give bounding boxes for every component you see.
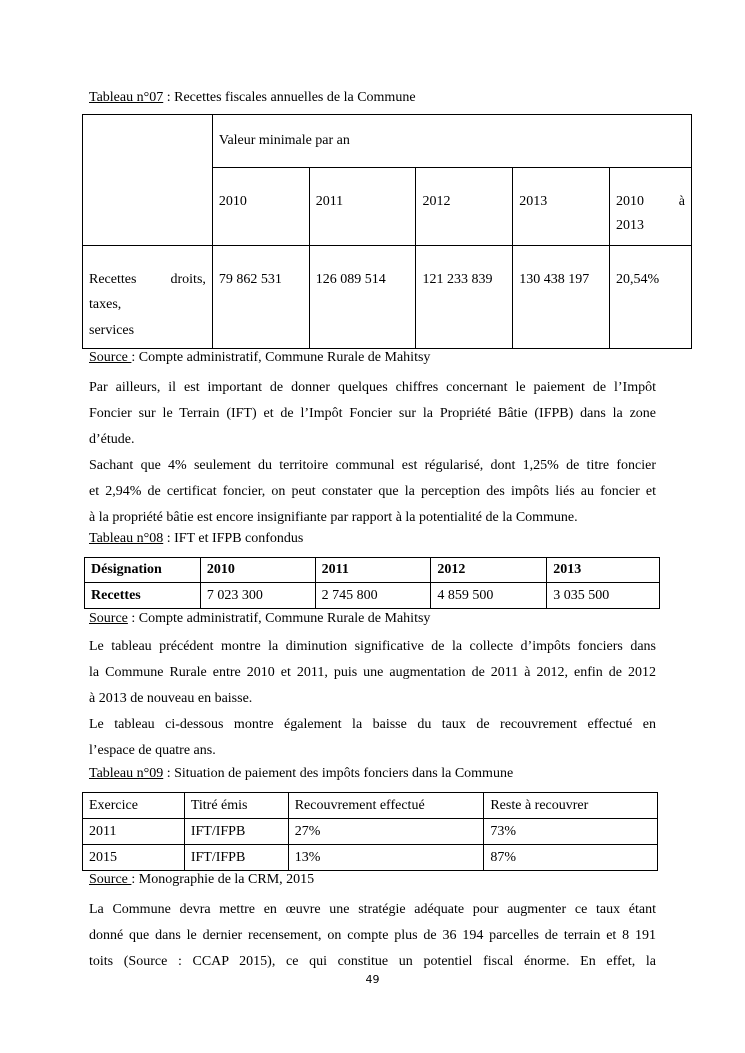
table7-period-start: 2010 [616,194,645,209]
table9-source [89,872,314,888]
table8-source-label: Source [89,611,128,626]
table8-header-2011: 2011 [315,558,431,583]
table9-source-label: Source [89,872,132,887]
table8-caption-label: Tableau n°08 [89,531,164,546]
table-cell: 27% [288,819,484,845]
table7-value-2013: 130 438 197 [513,246,610,349]
table-cell: IFT/IFPB [184,819,288,845]
table9-header-reste: Reste à recouvrer [484,793,658,819]
table-row [83,819,658,845]
table9-header-recouvrement: Recouvrement effectué [288,793,484,819]
table7-source-text: : Compte administratif, Commune Rurale de Mahitsy [131,350,431,365]
table7-period-end: 2013 [616,218,645,233]
table9-source-text: : Monographie de la CRM, 2015 [131,872,315,887]
paragraph-line: donné que dans le dernier recensement, on compte plus de 36 194 parcelles de terrain et 8 191 [89,928,656,943]
table7-caption-label: Tableau n°07 [89,90,164,105]
table8-value-2013: 3 035 500 [547,583,660,609]
table9-caption-label: Tableau n°09 [89,766,164,781]
table9 [82,792,658,871]
table9-header-exercice: Exercice [83,793,185,819]
table7-label-services: services [89,323,135,338]
paragraph-line: toits (Source : CCAP 2015), ce qui constitue un potentiel fiscal énorme. En effet, la [89,954,656,969]
paragraph-line: à 2013 de nouveau en baisse. [89,691,253,706]
table-row [83,246,692,349]
table7-value-rate: 20,54% [610,246,692,349]
paragraph-4 [89,712,656,764]
table7-label-taxes: taxes, [89,297,122,312]
table8-caption-text: : IFT et IFPB confondus [163,531,304,546]
table-row [85,583,660,609]
table-cell: 2011 [83,819,185,845]
paragraph-1 [89,375,656,453]
paragraph-line: Sachant que 4% seulement du territoire communal est régularisé, dont 1,25% de titre foncier [89,458,656,473]
paragraph-line: la Commune Rurale entre 2010 et 2011, puis une augmentation de 2011 à 2012, enfin de 2012 [89,665,656,680]
table7-year-2011: 2011 [309,168,416,246]
table7-year-2012: 2012 [416,168,513,246]
table7-year-2013: 2013 [513,168,610,246]
page-number: 49 [365,973,380,986]
paragraph-line: La Commune devra mettre en œuvre une stratégie adéquate pour augmenter ce taux étant [89,902,656,917]
table-cell: 13% [288,845,484,871]
table8-value-2012: 4 859 500 [431,583,547,609]
paragraph-3 [89,634,656,712]
table9-header-titre: Titré émis [184,793,288,819]
table8-caption [89,531,303,547]
table7-label-droits: droits, [170,272,206,287]
paragraph-line: Le tableau précédent montre la diminution significative de la collecte d’impôts fonciers dans [89,639,656,654]
paragraph-5 [89,897,656,975]
table-row [83,845,658,871]
paragraph-line: à la propriété bâtie est encore insignifiante par rapport à la potentialité de la Commune. [89,510,578,525]
paragraph-line: et 2,94% de certificat foncier, on peut constater que la perception des impôts liés au foncier et [89,484,656,499]
table7-value-2011: 126 089 514 [309,246,416,349]
table-row [85,558,660,583]
table-row [83,115,692,168]
table7-caption-text: : Recettes fiscales annuelles de la Commune [163,90,416,105]
table7-value-2010: 79 862 531 [212,246,309,349]
table7-period-header [610,168,692,246]
table9-caption [89,766,513,782]
table8-value-2010: 7 023 300 [200,583,315,609]
table8 [84,557,660,609]
table8-header-2012: 2012 [431,558,547,583]
table-row [83,793,658,819]
paragraph-line: d’étude. [89,432,135,447]
table7 [82,114,692,349]
table7-source [89,350,430,366]
paragraph-line: l’espace de quatre ans. [89,743,216,758]
table-cell: 87% [484,845,658,871]
table7-caption [89,90,416,106]
table9-caption-text: : Situation de paiement des impôts fonciers dans la Commune [163,766,514,781]
table-cell: IFT/IFPB [184,845,288,871]
table8-header-designation: Désignation [85,558,201,583]
paragraph-line: Le tableau ci-dessous montre également la baisse du taux de recouvrement effectué en [89,717,656,732]
table-cell: 2015 [83,845,185,871]
table7-group-header: Valeur minimale par an [212,115,691,168]
table7-year-2010: 2010 [212,168,309,246]
table7-period-a: à [678,194,685,209]
table8-header-2013: 2013 [547,558,660,583]
table7-source-label: Source [89,350,132,365]
paragraph-2 [89,453,656,531]
paragraph-line: Par ailleurs, il est important de donner quelques chiffres concernant le paiement de l’Impôt [89,380,656,395]
table8-value-2011: 2 745 800 [315,583,431,609]
table8-source-text: : Compte administratif, Commune Rurale de Mahitsy [127,611,431,626]
table-cell: 73% [484,819,658,845]
table7-value-2012: 121 233 839 [416,246,513,349]
table7-row-label [83,246,213,349]
table7-label-recettes: Recettes [89,272,137,287]
table8-source [89,611,430,627]
table7-empty-cell [83,115,213,246]
paragraph-line: Foncier sur le Terrain (IFT) et de l’Impôt Foncier sur la Propriété Bâtie (IFPB) dans la zone [89,406,656,421]
table8-row-label: Recettes [85,583,201,609]
table8-header-2010: 2010 [200,558,315,583]
